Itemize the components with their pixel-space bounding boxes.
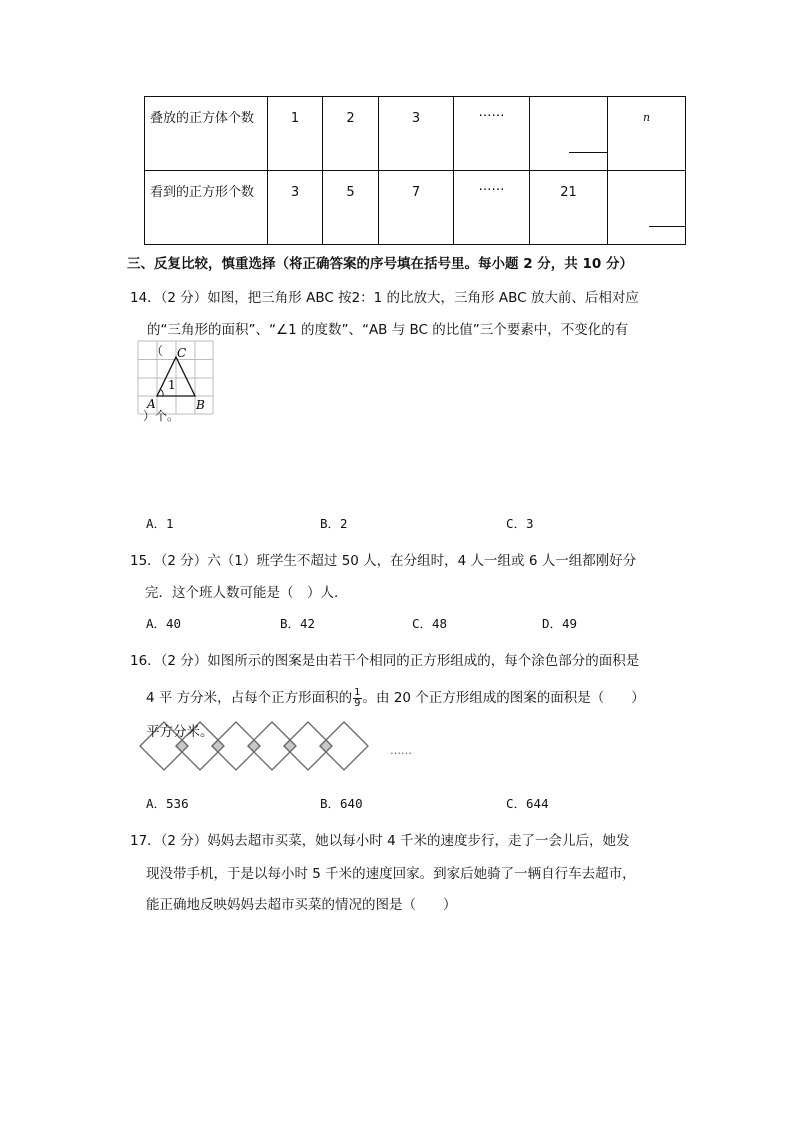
q16-line2-pre: 4 平 方分米，占每个正方形面积的 bbox=[146, 690, 353, 706]
answer-blank-cell bbox=[608, 171, 686, 245]
q15-option-b[interactable]: B．42 bbox=[280, 616, 316, 631]
cell-text: 5 bbox=[346, 185, 355, 200]
cell-text: 7 bbox=[411, 185, 421, 200]
q17-line3: 能正确地反映妈妈去超市买菜的情况的图是（ ） bbox=[146, 897, 457, 913]
cell-text: n bbox=[642, 111, 651, 124]
vertex-b-label: B bbox=[196, 398, 205, 412]
triangle-figure bbox=[137, 340, 215, 416]
vertex-a-label: A bbox=[147, 397, 156, 411]
q14-line2: 的“三角形的面积”、“∠1 的度数”、“AB 与 BC 的比值”三个要素中，不变化的有 bbox=[147, 322, 629, 338]
cell-text: …… bbox=[478, 179, 505, 194]
row-label bbox=[145, 171, 268, 245]
q15-option-c[interactable]: C．48 bbox=[412, 616, 448, 631]
q14-tail: ）个。 bbox=[143, 409, 180, 423]
answer-blank-cell bbox=[530, 97, 608, 171]
table-cell bbox=[323, 171, 379, 245]
table-cell bbox=[454, 97, 530, 171]
row-label bbox=[145, 97, 268, 171]
answer-blank[interactable] bbox=[649, 226, 685, 227]
table-cell bbox=[608, 97, 686, 171]
q14-option-c[interactable]: C．3 bbox=[506, 516, 534, 531]
table-cell bbox=[268, 97, 323, 171]
answer-blank[interactable] bbox=[569, 152, 607, 153]
paren-open: （ bbox=[151, 344, 164, 358]
q16-line3: 平方分米。 bbox=[146, 724, 214, 740]
row-label-text: 叠放的正方体个数 bbox=[150, 111, 255, 126]
angle-arc bbox=[161, 390, 164, 397]
q14-option-a[interactable]: A．1 bbox=[146, 516, 174, 531]
cell-text: 2 bbox=[346, 111, 355, 126]
table-cell bbox=[323, 97, 379, 171]
table-cell bbox=[379, 171, 454, 245]
table-cell bbox=[454, 171, 530, 245]
fraction-denominator: 9 bbox=[354, 697, 361, 709]
row-label-text: 看到的正方形个数 bbox=[150, 185, 255, 200]
table-row bbox=[145, 171, 686, 245]
cell-text: 3 bbox=[411, 111, 421, 126]
angle-1-label: 1 bbox=[168, 378, 176, 392]
q14-option-b[interactable]: B．2 bbox=[320, 516, 348, 531]
q17-line1: 17．（2 分）妈妈去超市买菜，她以每小时 4 千米的速度步行，走了一会儿后，她发 bbox=[130, 833, 630, 849]
q16-line1: 16．（2 分）如图所示的图案是由若干个相同的正方形组成的，每个涂色部分的面积是 bbox=[130, 653, 640, 669]
q15-option-a[interactable]: A．40 bbox=[146, 616, 182, 631]
q17-line2: 现没带手机，于是以每小时 5 千米的速度回家。到家后她骑了一辆自行车去超市， bbox=[146, 866, 636, 882]
q14-line1: 14．（2 分）如图，把三角形 ABC 按2：1 的比放大，三角形 ABC 放大前、后相对应 bbox=[130, 290, 639, 306]
pattern-table bbox=[144, 96, 686, 245]
fraction bbox=[353, 688, 361, 709]
q16-line2 bbox=[146, 686, 645, 709]
q16-option-c[interactable]: C．644 bbox=[506, 796, 549, 811]
q15-option-d[interactable]: D．49 bbox=[542, 616, 578, 631]
table-cell bbox=[268, 171, 323, 245]
table-cell bbox=[530, 171, 608, 245]
q15-line2: 完．这个班人数可能是（ ）人． bbox=[145, 585, 348, 601]
cell-text: 1 bbox=[290, 111, 300, 126]
q16-option-b[interactable]: B．640 bbox=[320, 796, 363, 811]
fraction-numerator: 1 bbox=[354, 686, 361, 698]
q15-line1: 15．（2 分）六（1）班学生不超过 50 人，在分组时，4 人一组或 6 人一组都刚好分 bbox=[130, 553, 637, 569]
cell-text: 21 bbox=[560, 185, 577, 200]
table-row bbox=[145, 97, 686, 171]
table-cell bbox=[379, 97, 454, 171]
vertex-c-label: C bbox=[177, 346, 187, 360]
section-heading: 三、反复比较，慎重选择（将正确答案的序号填在括号里。每小题 2 分，共 10 分） bbox=[127, 256, 633, 272]
cell-text: …… bbox=[478, 105, 505, 120]
cell-text: 3 bbox=[290, 185, 300, 200]
q16-option-a[interactable]: A．536 bbox=[146, 796, 189, 811]
pattern-ellipsis: …… bbox=[390, 744, 412, 757]
q16-line2-post: 。由 20 个正方形组成的图案的面积是（ ） bbox=[362, 690, 645, 706]
